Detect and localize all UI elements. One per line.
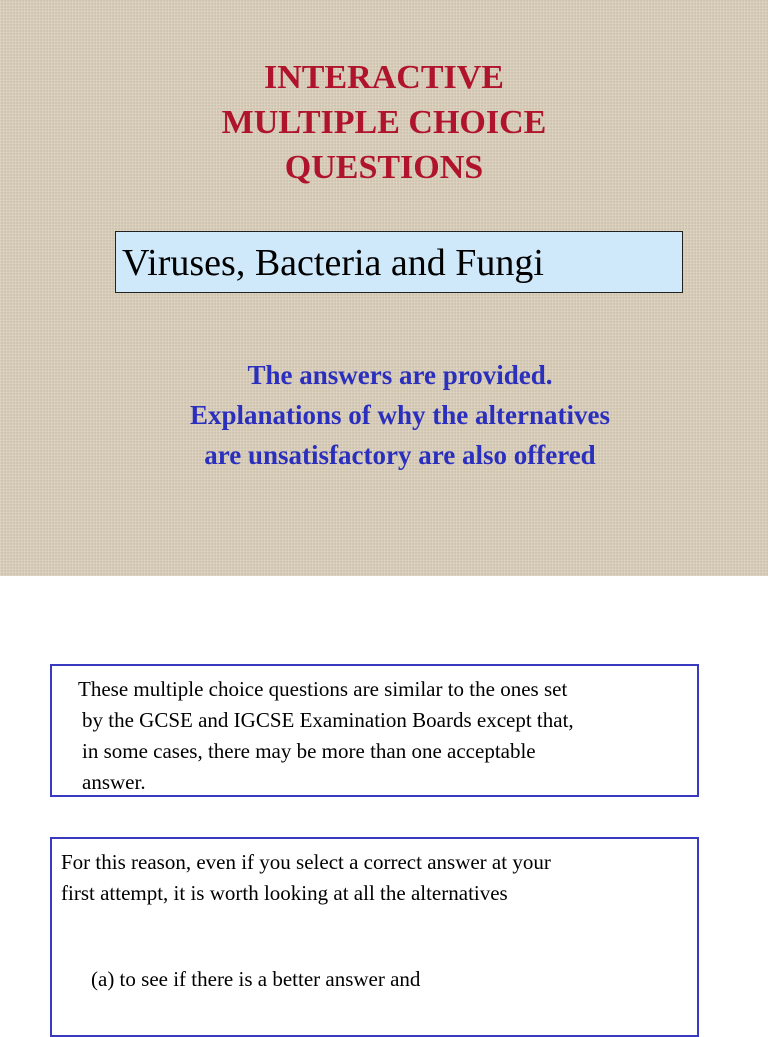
heading-line-3: QUESTIONS xyxy=(284,149,484,186)
heading-line-1: INTERACTIVE xyxy=(264,59,504,96)
intro-line-1: These multiple choice questions are similar to the ones set xyxy=(78,677,568,701)
intro-text-box xyxy=(50,664,699,797)
slide-heading xyxy=(0,55,768,190)
intro-line-2: by the GCSE and IGCSE Examination Boards except that, xyxy=(82,708,574,732)
notice-line-1: The answers are provided. xyxy=(247,360,553,390)
answers-notice xyxy=(0,355,768,475)
reason-item-a: (a) to see if there is a better answer and xyxy=(91,967,421,991)
reason-line-2: first attempt, it is worth looking at all the alternatives xyxy=(61,881,508,905)
intro-paragraph xyxy=(78,674,697,798)
intro-line-4: answer. xyxy=(82,770,146,794)
notice-line-3: are unsatisfactory are also offered xyxy=(204,440,596,470)
notice-line-2: Explanations of why the alternatives xyxy=(189,400,611,430)
subject-title: Viruses, Bacteria and Fungi xyxy=(122,242,544,284)
reason-paragraph xyxy=(61,847,697,909)
reason-text-box xyxy=(50,837,699,1037)
intro-line-3: in some cases, there may be more than one acceptable xyxy=(82,739,536,763)
reason-line-1: For this reason, even if you select a correct answer at your xyxy=(61,850,551,874)
subject-box xyxy=(115,231,683,293)
heading-line-2: MULTIPLE CHOICE xyxy=(221,104,547,141)
